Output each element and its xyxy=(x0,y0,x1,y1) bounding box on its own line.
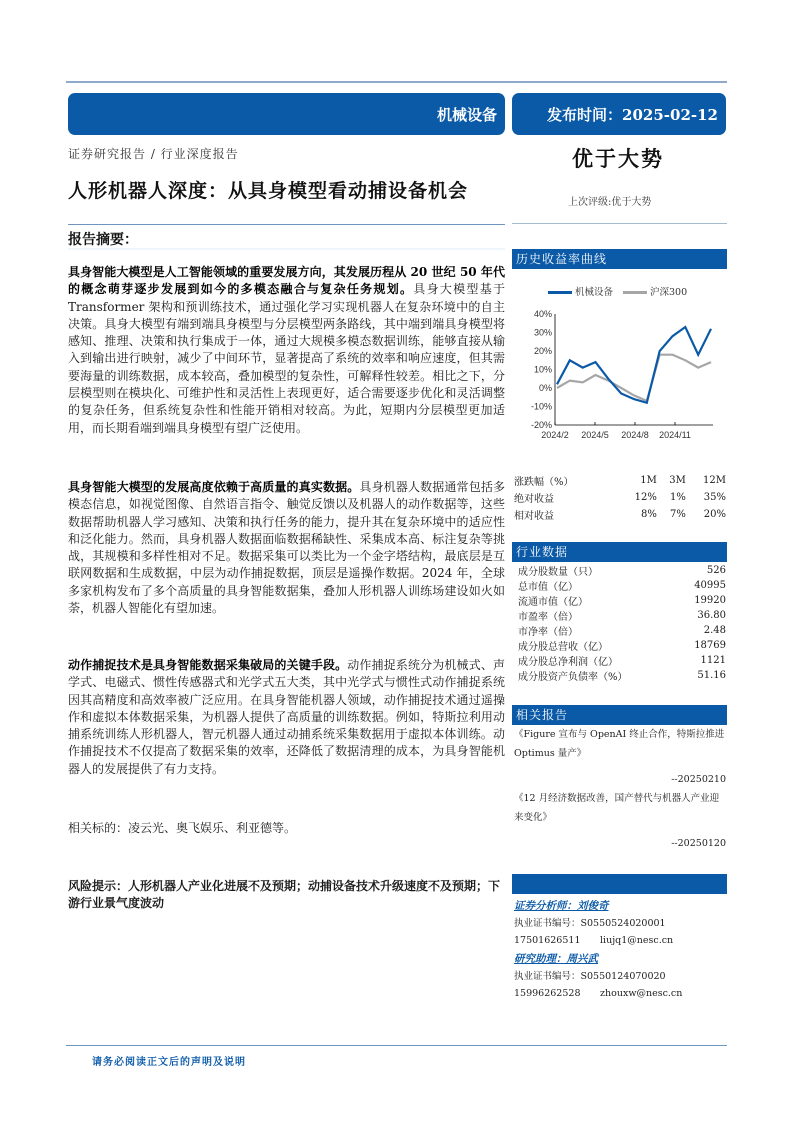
previous-rating: 上次评级:优于大势 xyxy=(568,197,652,208)
analyst-card xyxy=(514,951,726,1002)
page-title: 人形机器人深度：从具身模型看动捕设备机会 xyxy=(68,180,469,202)
svg-text:30%: 30% xyxy=(533,327,552,338)
table-cell: 总市值（亿） xyxy=(518,582,578,593)
svg-text:0%: 0% xyxy=(538,383,552,393)
table-row xyxy=(518,593,726,608)
table-cell: 1% xyxy=(669,492,686,503)
svg-text:2024/2: 2024/2 xyxy=(541,430,569,440)
summary-paragraph xyxy=(68,264,505,437)
table-cell: 19920 xyxy=(694,595,726,606)
table-row xyxy=(518,668,726,683)
table-cell: 18769 xyxy=(694,640,726,651)
divider xyxy=(512,223,727,224)
sector-banner xyxy=(68,93,505,135)
table-cell: 20% xyxy=(703,509,726,520)
svg-text:-20%: -20% xyxy=(530,420,552,430)
table-cell: 绝对收益 xyxy=(514,494,554,505)
return-chart xyxy=(512,272,727,452)
paragraph-body: 具身机器人数据通常包括多模态信息，如视觉图像、自然语言指令、触觉反馈以及机器人的动作数据等，这些数据帮助机器人学习感知、决策和执行任务的能力，提升其在复杂环境中的适应性和泛化能力。然而，具身机器人数据面临数据稀缺性、采集成本高、标注复杂等挑战，其规模和多样性相对不足。数据采集可以类比为一个金字塔结构，最底层是互联网数据和生成数据，中层为动作捕捉数据，顶层是遥操作数据。2024 年，全球多家机构发布了多个高质量的具身智能数据集，叠加人形机器人训练场建设如火如荼，机器人智能化有望加速。 xyxy=(68,480,505,616)
table-cell: 市净率（倍） xyxy=(518,627,578,638)
table-cell: 成分股总营收（亿） xyxy=(518,642,608,653)
rating: 优于大势 xyxy=(572,146,664,171)
paragraph-lead: 具身智能大模型的发展高度依赖于高质量的真实数据。 xyxy=(68,480,360,494)
legend-label: 机械设备 xyxy=(575,287,614,298)
related-report-title[interactable]: 《12 月经济数据改善，国产替代与机器人产业迎来变化》 xyxy=(514,793,720,823)
related-report-date: --20250210 xyxy=(671,774,726,785)
paragraph-body: 相关标的：凌云光、奥飞娱乐、利亚德等。 xyxy=(68,821,297,835)
footer-disclaimer: 请务必阅读正文后的声明及说明 xyxy=(92,1057,246,1068)
publish-date-banner xyxy=(512,93,726,135)
table-cell: 2.48 xyxy=(703,625,726,636)
paragraph-body: 动作捕捉系统分为机械式、声学式、电磁式、惯性传感器式和光学式五大类，其中光学式与惯性式动作捕捉系统因其高精度和高效率被广泛应用。在具身智能机器人领域，动作捕捉技术通过遥操作和虚拟本体数据采集，为机器人提供了高质量的训练数据。例如，特斯拉利用动捕系统训练人形机器人，智元机器人通过动捕系统采集数据用于虚拟本体训练。动作捕捉技术不仅提高了数据采集的效率，还降低了数据清理的成本，为具身智能机器人的发展提供了有力支持。 xyxy=(68,658,505,776)
legend-label: 沪深300 xyxy=(650,287,688,298)
svg-text:40%: 40% xyxy=(533,309,552,319)
table-header: 涨跌幅（%） xyxy=(514,477,574,488)
analyst-cert: 执业证书编号：S0550524020001 xyxy=(514,918,666,929)
table-cell: 12% xyxy=(634,492,657,503)
analyst-card xyxy=(514,898,726,949)
svg-text:2024/5: 2024/5 xyxy=(581,430,609,440)
svg-text:-10%: -10% xyxy=(530,401,552,412)
table-row xyxy=(518,638,726,653)
analyst-contact xyxy=(514,985,726,1002)
analyst-phone: 15996262528 xyxy=(514,988,581,999)
table-cell: 成分股数量（只） xyxy=(518,567,598,578)
paragraph-body: 具身大模型基于 Transformer 架构和预训练技术，通过强化学习实现机器人在复杂环境中的自主决策。具身大模型有端到端具身模型与分层模型两条路线，其中端到端具身模型将感知、推理、决策和执行集成于一体，通过大规模多模态数据训练，能够直接从输入到输出进行映射，减少了中间环节，显著提高了系统的效率和响应速度，但其需要海量的训练数据，成本较高，叠加模型的复杂性，可解释性较差。相比之下，分层模型则在模块化、可维护性和灵活性上表现更好，适合需要逐步优化和灵活调整的复杂任务，但系统复杂性和性能开销相对较高。为此，短期内分层模型更加适用，而长期看端到端具身模型有望广泛使用。 xyxy=(68,282,505,435)
table-cell: 8% xyxy=(640,509,657,520)
analyst-band xyxy=(512,874,727,894)
paragraph-lead: 动作捕捉技术是具身智能数据采集破局的关键手段。 xyxy=(68,658,348,672)
performance-table xyxy=(514,472,726,523)
breadcrumb: 证券研究报告 / 行业深度报告 xyxy=(68,147,239,161)
table-cell: 40995 xyxy=(694,580,726,591)
table-cell: 35% xyxy=(703,492,726,503)
table-cell: 7% xyxy=(669,509,686,520)
table-cell: 市盈率（倍） xyxy=(518,612,578,623)
industry-table xyxy=(518,563,726,683)
related-report[interactable] xyxy=(514,789,726,853)
chart-heading: 历史收益率曲线 xyxy=(512,249,727,269)
analyst-email[interactable]: liujq1@nesc.cn xyxy=(600,935,674,946)
table-row xyxy=(518,563,726,578)
summary-paragraph xyxy=(68,657,505,778)
table-header: 12M xyxy=(703,475,726,486)
svg-text:20%: 20% xyxy=(533,346,552,356)
table-cell: 1121 xyxy=(700,655,726,666)
svg-text:2024/11: 2024/11 xyxy=(659,430,691,440)
analyst-cert: 执业证书编号：S0550124070020 xyxy=(514,971,666,982)
table-cell: 526 xyxy=(706,565,726,576)
table-cell: 36.80 xyxy=(697,610,726,621)
svg-text:2024/8: 2024/8 xyxy=(621,430,649,440)
related-report[interactable] xyxy=(514,725,726,789)
table-header-row xyxy=(514,472,726,489)
paragraph-lead: 具身智能大模型是人工智能领域的重要发展方向，其发展历程从 20 世纪 50 年代的概念萌芽逐步发展到如今的多模态融合与复杂任务规划。 xyxy=(68,265,505,297)
analyst-contact xyxy=(514,932,726,949)
related-reports-heading: 相关报告 xyxy=(512,705,727,725)
table-row xyxy=(518,653,726,668)
table-row xyxy=(518,623,726,638)
summary-band xyxy=(68,248,505,251)
summary-paragraph xyxy=(68,479,505,617)
table-row xyxy=(518,608,726,623)
table-header: 1M xyxy=(640,475,657,486)
sector-label: 机械设备 xyxy=(436,105,497,124)
related-report-title[interactable]: 《Figure 宣布与 OpenAI 终止合作，特斯拉推进 Optimus 量产》 xyxy=(514,729,725,759)
table-header: 3M xyxy=(669,475,686,486)
analyst-name: 证券分析师：刘俊奇 xyxy=(514,900,609,912)
risk-warning: 风险提示：人形机器人产业化进展不及预期；动捕设备技术升级速度不及预期；下游行业景气度波动 xyxy=(68,879,501,911)
table-row xyxy=(514,506,726,523)
analyst-email[interactable]: zhouxw@nesc.cn xyxy=(600,988,683,999)
analyst-phone: 17501626511 xyxy=(514,935,581,946)
svg-text:10%: 10% xyxy=(533,364,552,375)
table-cell: 流通市值（亿） xyxy=(518,597,588,608)
industry-heading: 行业数据 xyxy=(512,542,727,562)
summary-heading: 报告摘要： xyxy=(68,232,138,248)
table-cell: 成分股总净利润（亿） xyxy=(518,657,618,668)
sector-line xyxy=(557,327,711,403)
divider xyxy=(68,224,505,225)
table-cell: 51.16 xyxy=(697,670,726,681)
related-report-date: --20250120 xyxy=(671,838,726,849)
publish-date: 发布时间：2025-02-12 xyxy=(547,105,718,124)
analyst-name: 研究助理：周兴武 xyxy=(514,953,598,965)
table-cell: 相对收益 xyxy=(514,511,554,522)
table-cell: 成分股资产负债率（%） xyxy=(518,672,628,683)
table-row xyxy=(518,578,726,593)
y-axis-ticks xyxy=(531,309,552,430)
related-targets xyxy=(68,820,505,837)
benchmark-line xyxy=(557,355,711,401)
top-rule xyxy=(66,81,727,83)
table-row xyxy=(514,489,726,506)
bottom-rule xyxy=(66,1045,727,1046)
